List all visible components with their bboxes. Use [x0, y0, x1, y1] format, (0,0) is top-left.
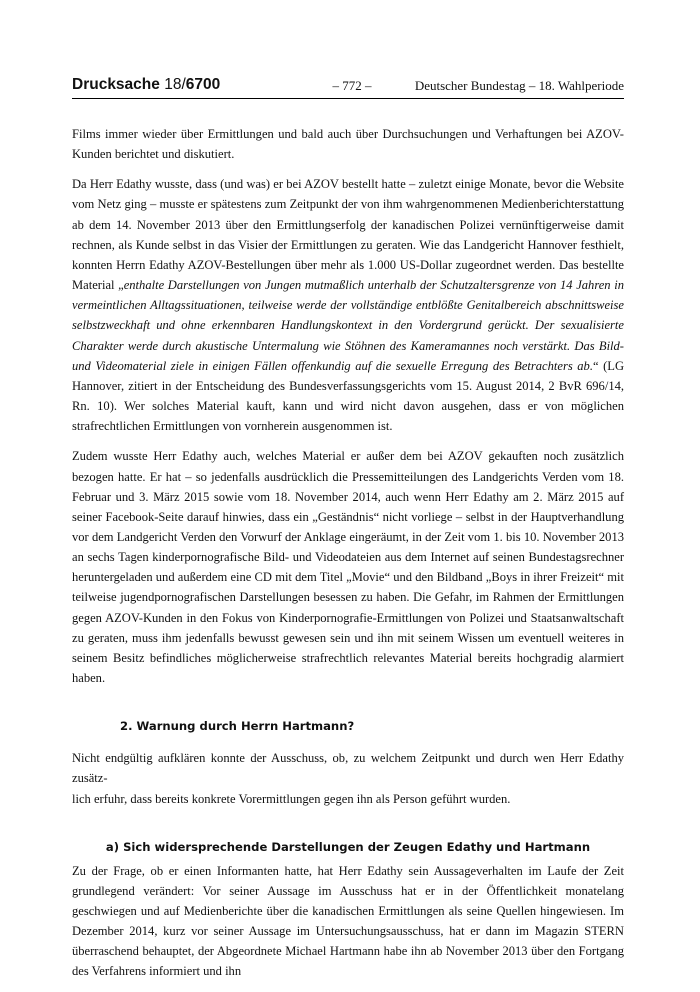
paragraph-3: Zudem wusste Herr Edathy auch, welches Material er außer dem bei AZOV gekauften noch zusätzlich bezogen hatte. Er hat – so jedenfalls ausdrücklich die Pressemitteilungen des Landgerichts Verden vom 18. Februar und 3. März 2015 sowie vom 18. November 2014, auch wenn Herr Edathy am 2. März 2015 auf seiner Facebook-Seite darauf hinwies, dass ein „Geständnis“ nicht vorliege – selbst in der Hauptverhandlung vor dem Landgericht Verden den Vorwurf der Anklage eingeräumt, in der Zeit vom 1. bis 10. November 2013 an sechs Tagen kinderpornografische Bild- und Videodateien aus dem Internet auf seinen Bundestagsrechner heruntergeladen und außerdem eine CD mit dem Titel „Movie“ und den Bildband „Boys in ihrer Freizeit“ mit teilweise jugendpornografischen Darstellungen besessen zu haben. Die Gefahr, im Rahmen der Ermittlungen gegen AZOV-Kunden in den Fokus von Kinderpornografie-Ermittlungen von Polizei und Staatsanwaltschaft zu geraten, muss ihm jedenfalls bewusst gewesen sein und ihn mit seinem Wissen um eventuell weiteres in seinem Besitz befindliches möglicherweise strafrechtlich relevantes Material bereits hochgradig alarmiert haben.: [72, 449, 624, 686]
paragraph-2: Da Herr Edathy wusste, dass (und was) er bei AZOV bestellt hatte – zuletzt einige Monate, bevor die Website vom Netz ging – musste er spätestens zum Zeitpunkt der von ihm wahrgenommenen Medienberichterstattung ab dem 14. November 2013 über den Ermittlungserfolg der kanadischen Polizei vernünftigerweise damit rechnen, als Kunde selbst in das Visier der Ermittlungen zu geraten. Wie das Landgericht Hannover festhielt, konnten Herrn Edathy AZOV-Bestellungen über mehr als 1.000 US-Dollar zugeordnet werden. Das bestellte Material „enthalte Darstellungen von Jungen mutmaßlich unterhalb der Schutzaltersgrenze von 14 Jahren in vermeintlichen Alltagssituationen, teilweise werde der vollständige entblößte Genitalbereich abschnittsweise selbstzweckhaft und ohne erkennbaren Handlungskontext in den Vordergrund gerückt. Der sexualisierte Charakter werde durch akustische Untermalung wie Stöhnen des Kameramannes noch verstärkt. Das Bild- und Videomaterial ziele in einigen Fällen offenkundig auf die sexuelle Erregung des Betrachters ab.“ (LG Hannover, zitiert in der Entscheidung des Bundesverfassungsgerichts vom 15. August 2014, 2 BvR 696/14, Rn. 10). Wer solches Material kauft, kann und wird nicht davon ausgehen, dass er von möglichen strafrechtlichen Ermittlungen von vornherein ausgenommen ist.: [72, 177, 625, 434]
paragraph-4-line-1: Nicht endgültig aufklären konnte der Ausschuss, ob, zu welchem Zeitpunkt und durch wen Herr Edathy zusätz-: [72, 751, 624, 786]
paragraph-4-line-2: lich erfuhr, dass bereits konkrete Vorermittlungen gegen ihn als Person geführt wurden.: [72, 791, 511, 806]
page-number: – 772 –: [332, 78, 372, 93]
subsection-heading-a: a) Sich widersprechende Darstellungen der Zeugen Edathy und Hartmann: [105, 839, 591, 854]
section-heading-2: 2. Warnung durch Herrn Hartmann?: [120, 719, 355, 734]
header-rule: [72, 98, 624, 99]
page-header: [72, 76, 624, 98]
parliament-label: Deutscher Bundestag – 18. Wahlperiode: [414, 78, 624, 93]
page-body: [72, 124, 624, 992]
court-quote: enthalte Darstellungen von Jungen mutmaßlich unterhalb der Schutzaltersgrenze von 14 Jahren in vermeintlichen Alltagssituationen, teilweise werde der vollständige entblößte Genitalbereich abschnittsweise selbstzweckhaft und ohne erkennbaren Handlungskontext in den Vordergrund gerückt. Der sexualisierte Charakter werde durch akustische Untermalung wie Stöhnen des Kameramannes noch verstärkt. Das Bild- und Videomaterial ziele in einigen Fällen offenkundig auf die sexuelle Erregung des Betrachters ab.: [72, 278, 624, 373]
document-number: Drucksache 18/6700: [72, 76, 221, 93]
paragraph-1: Films immer wieder über Ermittlungen und bald auch über Durchsuchungen und Verhaftungen bei AZOV-Kunden berichtet und diskutiert.: [72, 127, 624, 162]
paragraph-5: Zu der Frage, ob er einen Informanten hatte, hat Herr Edathy sein Aussageverhalten im Laufe der Zeit grundlegend verändert: Vor seiner Aussage im Ausschuss hat er in der Öffentlichkeit monatelang geschwiegen und auf Medienberichte über die kanadischen Ermittlungen als seine Quellen hingewiesen. Im Dezember 2014, kurz vor seiner Aussage im Untersuchungsausschuss, hat er dann im Magazin STERN überraschend behauptet, der Abgeordnete Michael Hartmann habe ihn ab November 2013 über den Fortgang des Verfahrens informiert und ihn: [72, 863, 624, 979]
